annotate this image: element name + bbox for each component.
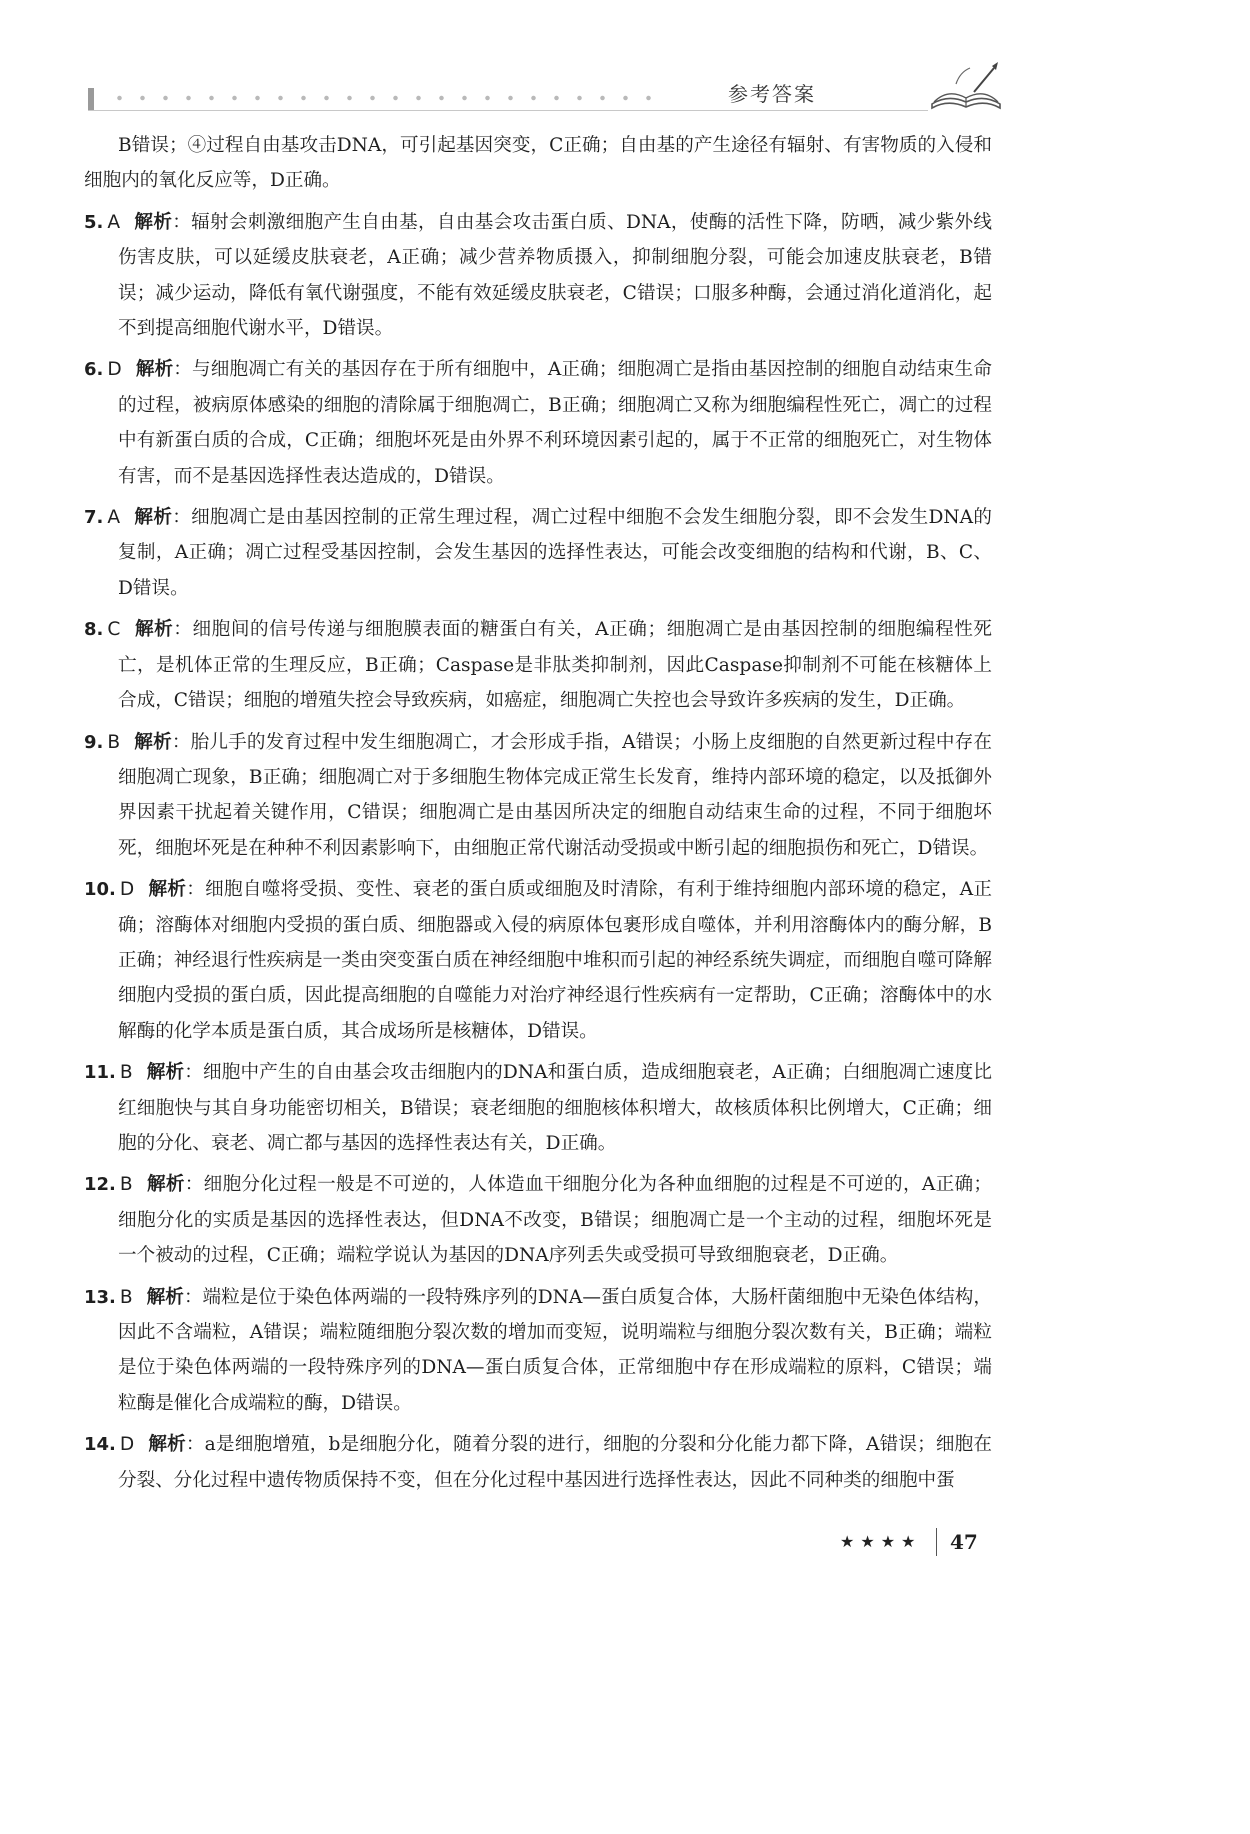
answer-item-12: [84, 1167, 992, 1273]
item-number: 7.: [84, 507, 104, 529]
page-header: [88, 70, 1008, 114]
item-text: ：细胞凋亡是由基因控制的正常生理过程，凋亡过程中细胞不会发生细胞分裂，即不会发生DNA的复制，A正确；凋亡过程受基因控制，会发生基因的选择性表达，可能会改变细胞的结构和代谢，B、C、D错误。: [118, 507, 992, 599]
item-answer: C: [107, 619, 121, 641]
book-pen-icon: [926, 58, 1006, 114]
item-number: 13.: [84, 1286, 116, 1308]
analysis-label: 解析: [135, 359, 174, 381]
item-answer: D: [119, 879, 135, 901]
item-text: ：胎儿手的发育过程中发生细胞凋亡，才会形成手指，A错误；小肠上皮细胞的自然更新过程中存在细胞凋亡现象，B正确；细胞凋亡对于多细胞生物体完成正常生长发育，维持内部环境的稳定，以及抵御外界因素干扰起着关键作用，C错误；细胞凋亡是由基因所决定的细胞自动结束生命的过程，不同于细胞坏死，细胞坏死是在种种不利因素影响下，由细胞正常代谢活动受损或中断引起的细胞损伤和死亡，D错误。: [118, 731, 992, 859]
item-number: 11.: [84, 1062, 116, 1084]
answer-content: [84, 128, 992, 1504]
analysis-label: 解析: [148, 1434, 186, 1456]
header-title: 参考答案: [728, 82, 816, 106]
item-text: ：与细胞凋亡有关的基因存在于所有细胞中，A正确；细胞凋亡是指由基因控制的细胞自动结束生命的过程，被病原体感染的细胞的清除属于细胞凋亡，B正确；细胞凋亡又称为细胞编程性死亡，凋亡的过程中有新蛋白质的合成，C正确；细胞坏死是由外界不利环境因素引起的，属于不正常的细胞死亡，对生物体有害，而不是基因选择性表达造成的，D错误。: [118, 359, 992, 487]
header-bar: [88, 88, 94, 110]
difficulty-stars: ★★★★: [840, 1532, 922, 1551]
answer-item-6: [84, 352, 992, 494]
item-text: ：辐射会刺激细胞产生自由基，自由基会攻击蛋白质、DNA，使酶的活性下降，防晒，减少紫外线伤害皮肤，可以延缓皮肤衰老，A正确；减少营养物质摄入，抑制细胞分裂，可能会加速皮肤衰老，B错误；减少运动，降低有氧代谢强度，不能有效延缓皮肤衰老，C错误；口服多种酶，会通过消化道消化，起不到提高细胞代谢水平，D错误。: [118, 211, 992, 340]
page-number: 47: [950, 1530, 978, 1554]
analysis-label: 解析: [134, 211, 173, 233]
header-dotted-line: [108, 94, 668, 102]
item-number: 10.: [84, 879, 116, 901]
item-answer: D: [119, 1434, 135, 1456]
answer-item-13: [84, 1280, 992, 1422]
analysis-label: 解析: [134, 507, 173, 529]
analysis-label: 解析: [134, 619, 174, 641]
page-footer: [840, 1528, 1020, 1560]
item-answer: B: [107, 731, 121, 753]
item-number: 9.: [84, 731, 104, 753]
item-text: ：细胞中产生的自由基会攻击细胞内的DNA和蛋白质，造成细胞衰老，A正确；白细胞凋亡速度比红细胞快与其自身功能密切相关，B错误；衰老细胞的细胞核体积增大，故核质体积比例增大，C正确；细胞的分化、衰老、凋亡都与基因的选择性表达有关，D正确。: [118, 1062, 992, 1154]
item-answer: B: [119, 1062, 133, 1084]
item-number: 14.: [84, 1434, 116, 1456]
item-answer: A: [107, 211, 121, 233]
answer-item-7: [84, 500, 992, 606]
item-number: 8.: [84, 619, 104, 641]
item-text: ：端粒是位于染色体两端的一段特殊序列的DNA—蛋白质复合体，大肠杆菌细胞中无染色体结构，因此不含端粒，A错误；端粒随细胞分裂次数的增加而变短，说明端粒与细胞分裂次数有关，B正确；端粒是位于染色体两端的一段特殊序列的DNA—蛋白质复合体，正常细胞中存在形成端粒的原料，C错误；端粒酶是催化合成端粒的酶，D错误。: [118, 1286, 992, 1414]
item-number: 6.: [84, 359, 104, 381]
item-text: ：a是细胞增殖，b是细胞分化，随着分裂的进行，细胞的分裂和分化能力都下降，A错误；细胞在分裂、分化过程中遗传物质保持不变，但在分化过程中基因进行选择性表达，因此不同种类的细胞中蛋: [118, 1434, 992, 1491]
footer-separator: [936, 1528, 937, 1556]
answer-item-5: [84, 205, 992, 347]
answer-item-14: [84, 1427, 992, 1498]
item-number: 12.: [84, 1174, 116, 1196]
analysis-label: 解析: [146, 1174, 185, 1196]
item-answer: B: [119, 1286, 133, 1308]
analysis-label: 解析: [146, 1062, 185, 1084]
answer-item-9: [84, 725, 992, 867]
header-rule: [88, 110, 928, 111]
item-number: 5.: [84, 211, 104, 233]
item-answer: B: [119, 1174, 133, 1196]
item-text: ：细胞分化过程一般是不可逆的，人体造血干细胞分化为各种血细胞的过程是不可逆的，A正确；细胞分化的实质是基因的选择性表达，但DNA不改变，B错误；细胞凋亡是一个主动的过程，细胞坏死是一个被动的过程，C正确；端粒学说认为基因的DNA序列丢失或受损可导致细胞衰老，D正确。: [118, 1174, 992, 1267]
analysis-label: 解析: [146, 1286, 184, 1308]
item-answer: D: [107, 359, 122, 381]
answer-item-11: [84, 1055, 992, 1161]
answer-item-10: [84, 872, 992, 1049]
continuation-paragraph: B错误；④过程自由基攻击DNA，可引起基因突变，C正确；自由基的产生途径有辐射、有害物质的入侵和细胞内的氧化反应等，D正确。: [84, 135, 992, 192]
analysis-label: 解析: [148, 879, 187, 901]
answer-item-8: [84, 612, 992, 718]
analysis-label: 解析: [134, 731, 172, 753]
item-answer: A: [107, 507, 121, 529]
item-text: ：细胞间的信号传递与细胞膜表面的糖蛋白有关，A正确；细胞凋亡是由基因控制的细胞编程性死亡，是机体正常的生理反应，B正确；Caspase是非肽类抑制剂，因此Caspase抑制剂不可能在核糖体上合成，C错误；细胞的增殖失控会导致疾病，如癌症，细胞凋亡失控也会导致许多疾病的发生，D正确。: [118, 619, 992, 712]
item-text: ：细胞自噬将受损、变性、衰老的蛋白质或细胞及时清除，有利于维持细胞内部环境的稳定，A正确；溶酶体对细胞内受损的蛋白质、细胞器或入侵的病原体包裹形成自噬体，并利用溶酶体内的酶分解，B正确；神经退行性疾病是一类由突变蛋白质在神经细胞中堆积而引起的神经系统失调症，而细胞自噬可降解细胞内受损的蛋白质，因此提高细胞的自噬能力对治疗神经退行性疾病有一定帮助，C正确；溶酶体中的水解酶的化学本质是蛋白质，其合成场所是核糖体，D错误。: [118, 879, 992, 1042]
